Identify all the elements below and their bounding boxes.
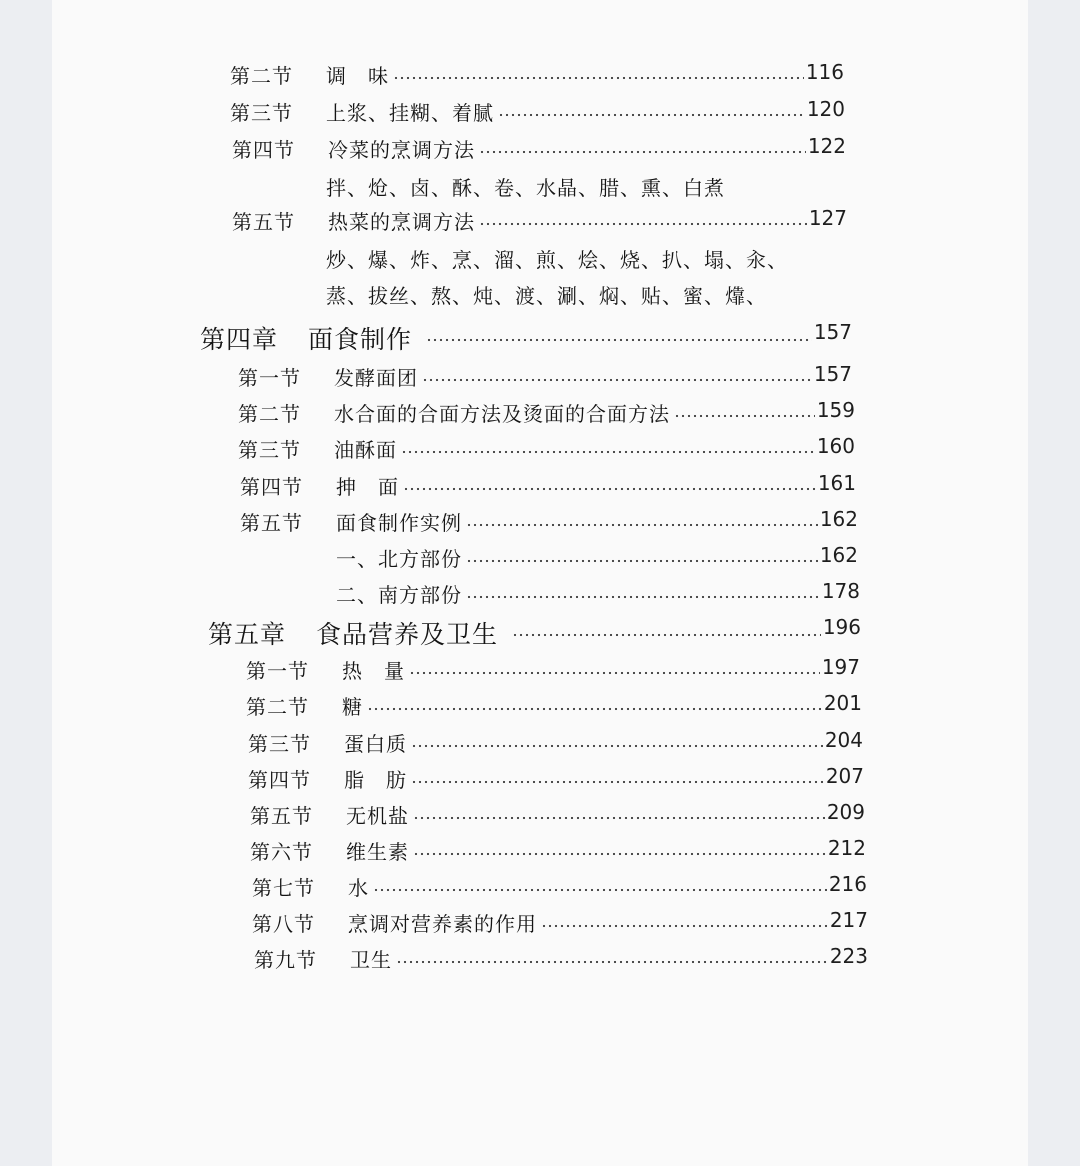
page-number: 207 — [825, 764, 864, 788]
page-number: 159 — [816, 398, 855, 422]
section-number: 第二节 — [230, 64, 293, 88]
section-entry[interactable] — [238, 398, 855, 428]
section-title: 烹调对营养素的作用 — [348, 912, 537, 936]
dot-leader — [393, 60, 804, 90]
entry-label — [252, 872, 369, 901]
entry-label — [248, 764, 407, 793]
chapter-number: 第五章 — [208, 620, 287, 649]
page-number: 116 — [805, 60, 844, 84]
entry-label — [254, 944, 392, 973]
dot-leader — [411, 728, 823, 758]
section-entry[interactable] — [252, 872, 867, 902]
entry-label — [246, 691, 363, 720]
section-number: 第三节 — [238, 438, 301, 462]
section-entry[interactable] — [250, 800, 865, 830]
dot-leader — [466, 579, 820, 609]
entry-label — [230, 60, 389, 89]
entry-label — [336, 543, 462, 572]
dot-leader — [401, 434, 815, 464]
method-list: 拌、炝、卤、酥、卷、水晶、腊、熏、白煮 — [326, 176, 725, 200]
page-number: 204 — [824, 728, 863, 752]
section-title: 热 量 — [342, 659, 405, 683]
section-entry[interactable] — [238, 362, 852, 392]
section-title: 上浆、挂糊、着腻 — [326, 101, 494, 125]
section-entry[interactable] — [238, 434, 855, 464]
section-title: 水 — [348, 876, 369, 900]
chapter-title: 面食制作 — [308, 325, 413, 354]
entry-label — [240, 471, 399, 500]
dot-leader — [409, 655, 820, 685]
page-number: 157 — [813, 320, 852, 344]
dot-leader — [396, 944, 828, 974]
page-number: 196 — [822, 615, 861, 639]
dot-leader — [466, 543, 818, 573]
section-number: 第五节 — [232, 210, 295, 234]
section-number: 第三节 — [248, 732, 311, 756]
section-title: 卫生 — [350, 948, 392, 972]
section-title: 冷菜的烹调方法 — [328, 138, 475, 162]
section-number: 第二节 — [246, 695, 309, 719]
section-title: 脂 肪 — [344, 768, 407, 792]
entry-label — [238, 434, 397, 463]
section-entry[interactable] — [250, 836, 866, 866]
entry-label — [248, 728, 407, 757]
dot-leader — [411, 764, 824, 794]
entry-label — [232, 134, 475, 163]
page-number: 209 — [826, 800, 865, 824]
entry-label — [250, 800, 409, 829]
chapter-number: 第四章 — [200, 325, 279, 354]
entry-label — [240, 507, 462, 536]
section-title: 一、北方部份 — [336, 547, 462, 571]
chapter-entry[interactable] — [208, 615, 861, 651]
entry-label — [230, 97, 494, 126]
section-entry[interactable] — [246, 655, 860, 685]
section-entry[interactable] — [232, 206, 847, 236]
page-number: 160 — [816, 434, 855, 458]
section-number: 第四节 — [248, 768, 311, 792]
section-number: 第五节 — [240, 511, 303, 535]
book-page — [52, 0, 1028, 1166]
section-entry[interactable] — [254, 944, 868, 974]
entry-label — [232, 206, 475, 235]
section-number: 第九节 — [254, 948, 317, 972]
entry-label — [252, 908, 537, 937]
dot-leader — [367, 691, 822, 721]
section-entry[interactable] — [248, 764, 864, 794]
page-number: 157 — [813, 362, 852, 386]
page-number: 216 — [828, 872, 867, 896]
section-number: 第一节 — [238, 366, 301, 390]
subsection-entry[interactable] — [336, 579, 860, 609]
section-entry[interactable] — [240, 471, 856, 501]
dot-leader — [426, 322, 812, 352]
section-number: 第一节 — [246, 659, 309, 683]
section-title: 油酥面 — [334, 438, 397, 462]
chapter-entry[interactable] — [200, 320, 852, 356]
section-number: 第八节 — [252, 912, 315, 936]
section-number: 第四节 — [240, 475, 303, 499]
section-title: 热菜的烹调方法 — [328, 210, 475, 234]
dot-leader — [373, 872, 827, 902]
section-title: 维生素 — [346, 840, 409, 864]
section-title: 水合面的合面方法及烫面的合面方法 — [334, 402, 670, 426]
dot-leader — [479, 134, 806, 164]
section-entry[interactable] — [230, 97, 845, 127]
subsection-entry[interactable] — [336, 543, 858, 573]
page-number: 178 — [821, 579, 860, 603]
dot-leader — [498, 97, 805, 127]
entry-label — [246, 655, 405, 684]
dot-leader — [413, 800, 825, 830]
entry-label — [250, 836, 409, 865]
section-entry[interactable] — [230, 60, 844, 90]
dot-leader — [479, 206, 807, 236]
dot-leader — [403, 471, 816, 501]
chapter-title: 食品营养及卫生 — [316, 620, 499, 649]
dot-leader — [512, 617, 821, 647]
section-title: 抻 面 — [336, 475, 399, 499]
page-number: 127 — [808, 206, 847, 230]
section-entry[interactable] — [232, 134, 846, 164]
section-title: 无机盐 — [346, 804, 409, 828]
dot-leader — [422, 362, 812, 392]
page-number: 122 — [807, 134, 846, 158]
section-number: 第七节 — [252, 876, 315, 900]
entry-label — [238, 398, 670, 427]
entry-label — [208, 615, 498, 651]
section-entry[interactable] — [252, 908, 868, 938]
page-number: 212 — [827, 836, 866, 860]
section-entry[interactable] — [240, 507, 858, 537]
page-number: 197 — [821, 655, 860, 679]
dot-leader — [413, 836, 826, 866]
section-title: 糖 — [342, 695, 363, 719]
entry-label — [336, 579, 462, 608]
entry-label — [238, 362, 418, 391]
method-list: 蒸、拔丝、熬、炖、渡、涮、焖、贴、蜜、㸆、 — [326, 284, 767, 308]
section-title: 二、南方部份 — [336, 583, 462, 607]
section-number: 第六节 — [250, 840, 313, 864]
method-list: 炒、爆、炸、烹、溜、煎、烩、烧、扒、塌、汆、 — [326, 248, 788, 272]
page-number: 161 — [817, 471, 856, 495]
dot-leader — [466, 507, 818, 537]
section-number: 第二节 — [238, 402, 301, 426]
section-number: 第四节 — [232, 138, 295, 162]
dot-leader — [674, 398, 815, 428]
entry-label — [200, 320, 412, 356]
section-title: 发酵面团 — [334, 366, 418, 390]
page-number: 162 — [819, 507, 858, 531]
section-number: 第五节 — [250, 804, 313, 828]
section-title: 调 味 — [326, 64, 389, 88]
section-entry[interactable] — [246, 691, 862, 721]
page-number: 120 — [806, 97, 845, 121]
section-number: 第三节 — [230, 101, 293, 125]
page-number: 223 — [829, 944, 868, 968]
page-number: 201 — [823, 691, 862, 715]
section-title: 面食制作实例 — [336, 511, 462, 535]
page-number: 217 — [829, 908, 868, 932]
page-number: 162 — [819, 543, 858, 567]
dot-leader — [541, 908, 828, 938]
section-entry[interactable] — [248, 728, 863, 758]
section-title: 蛋白质 — [344, 732, 407, 756]
